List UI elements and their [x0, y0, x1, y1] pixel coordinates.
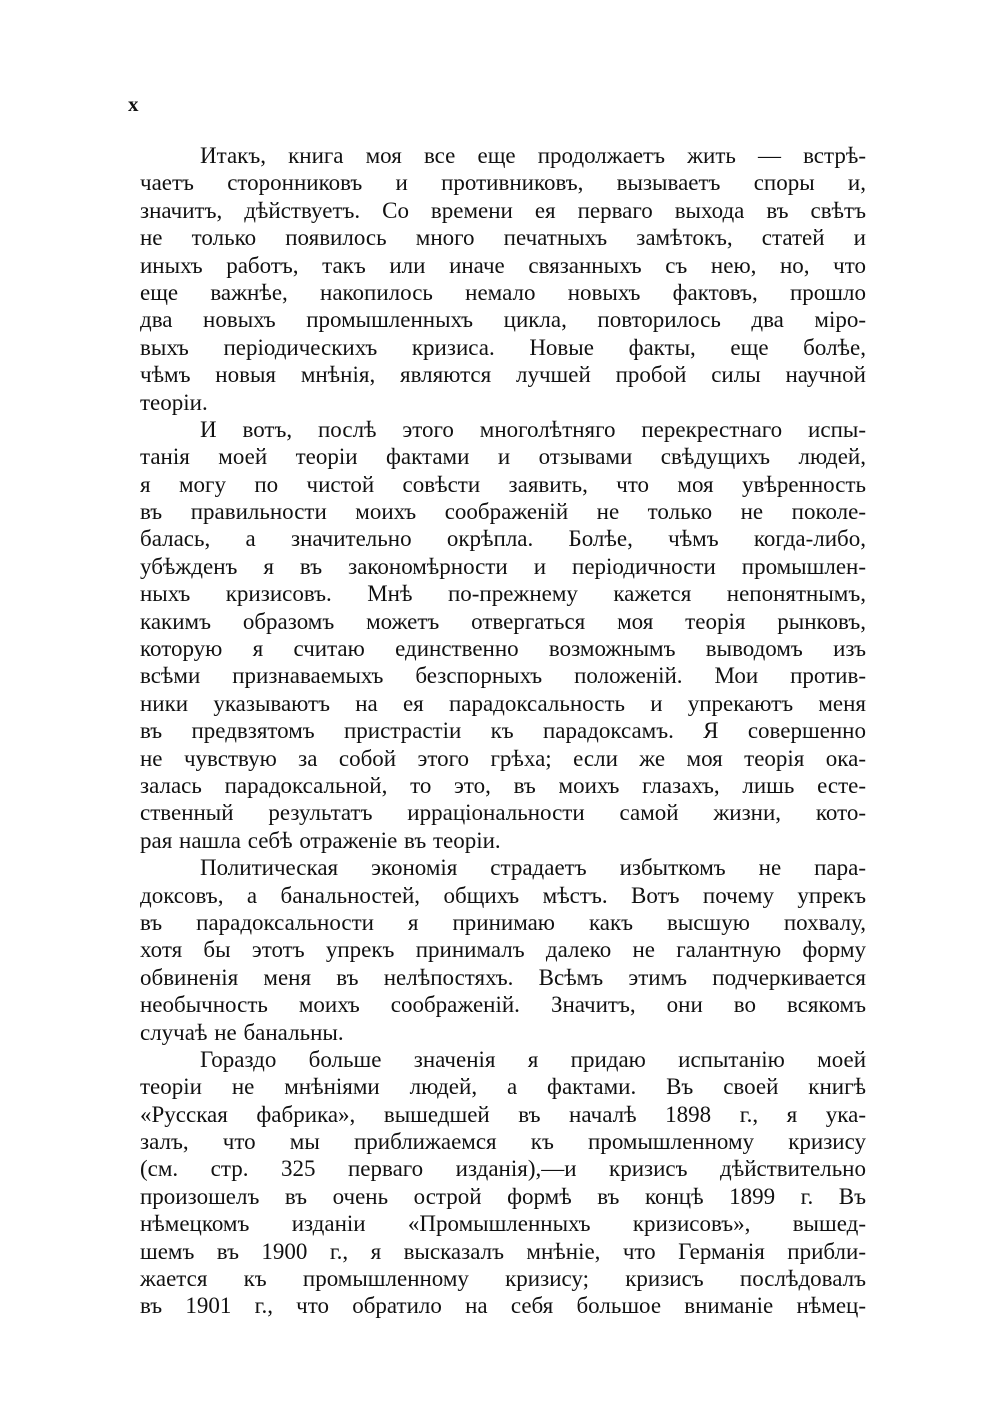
text-line: значитъ, дѣйствуетъ. Со времени ея перваго выхода въ свѣтъ [140, 197, 866, 223]
text-line: танія моей теоріи фактами и отзывами свѣдущихъ людей, [140, 444, 866, 470]
text-line: въ предвзятомъ пристрастіи къ парадоксамъ. Я совершенно [140, 718, 866, 744]
text-line: жается къ промышленному кризису; кризисъ послѣдовалъ [140, 1266, 866, 1292]
text-line: два новыхъ промышленныхъ цикла, повторилось два міро- [140, 307, 866, 333]
text-line: выхъ періодическихъ кризиса. Новые факты, еще болѣе, [140, 334, 866, 360]
text-line: залъ, что мы приближаемся къ промышленному кризису [140, 1129, 866, 1155]
text-line: чѣмъ новыя мнѣнія, являются лучшей пробой силы научной [140, 362, 866, 388]
text-line: въ правильности моихъ соображеній не только не поколе- [140, 499, 866, 525]
text-line: хотя бы этотъ упрекъ принималъ далеко не галантную форму [140, 937, 866, 963]
text-line: (см. стр. 325 перваго изданія),—и кризисъ дѣйствительно [140, 1156, 866, 1182]
text-line: теоріи. [140, 389, 208, 415]
text-line: Гораздо больше значенія я придаю испытанію моей [200, 1046, 866, 1072]
page-number: x [128, 92, 140, 116]
text-line: убѣжденъ я въ закономѣрности и періодичности промышлен- [140, 553, 866, 579]
text-line: ственный результатъ иррацiональности самой жизни, кото- [140, 800, 866, 826]
text-line: въ парадоксальности я принимаю какъ высшую похвалу, [140, 909, 866, 935]
text-line: иныхъ работъ, такъ или иначе связанныхъ съ нею, но, что [140, 252, 866, 278]
text-line: «Русская фабрика», вышедшей въ началѣ 1898 г., я ука- [140, 1101, 866, 1127]
text-line: не чувствую за собой этого грѣха; если же моя теорія ока- [140, 745, 866, 771]
text-line: еще важнѣе, накопилось немало новыхъ фактовъ, прошло [140, 279, 866, 305]
text-line: Итакъ, книга моя все еще продолжаетъ жить — встрѣ- [200, 143, 866, 168]
text-line: теоріи не мнѣніями людей, а фактами. Въ своей книгѣ [140, 1074, 866, 1100]
text-line: произошелъ въ очень острой формѣ въ концѣ 1899 г. Въ [140, 1183, 866, 1209]
text-line: ники указываютъ на ея парадоксальность и упрекаютъ меня [140, 690, 866, 716]
text-line: я могу по чистой совѣсти заявить, что моя увѣренность [140, 471, 866, 497]
text-line: Политическая экономія страдаетъ избыткомъ не пара- [200, 855, 866, 881]
text-line: балась, а значительно окрѣпла. Болѣе, чѣмъ когда-либо, [140, 526, 866, 552]
text-line: случаѣ не банальны. [140, 1019, 344, 1045]
text-line: всѣми признаваемыхъ безспорныхъ положеній. Мои против- [140, 663, 866, 689]
text-line: которую я считаю единственно возможнымъ выводомъ изъ [140, 636, 866, 662]
text-line: И вотъ, послѣ этого многолѣтняго перекрестнаго испы- [200, 416, 866, 442]
text-line: въ 1901 г., что обратило на себя большое вниманіе нѣмец- [140, 1293, 866, 1319]
text-line: чаетъ сторонниковъ и противниковъ, вызываетъ споры и, [140, 170, 866, 196]
text-line: ныхъ кризисовъ. Мнѣ по-прежнему кажется непонятнымъ, [140, 581, 866, 607]
text-line: не только появилось много печатныхъ замѣтокъ, статей и [140, 225, 866, 251]
text-line: рая нашла себѣ отраженіе въ теоріи. [140, 827, 501, 853]
text-line: доксовъ, а банальностей, общихъ мѣстъ. Вотъ почему упрекъ [140, 882, 866, 908]
body-text [140, 142, 866, 1320]
text-line: обвиненія меня въ нелѣпостяхъ. Всѣмъ этимъ подчеркивается [140, 964, 866, 990]
text-line: шемъ въ 1900 г., я высказалъ мнѣніе, что Германія прибли- [140, 1238, 866, 1264]
text-line: нѣмецкомъ изданіи «Промышленныхъ кризисовъ», вышед- [140, 1211, 866, 1237]
text-line: залась парадоксальной, то это, въ моихъ глазахъ, лишь есте- [140, 772, 866, 798]
text-line: необычность моихъ соображеній. Значитъ, они во всякомъ [140, 992, 866, 1018]
text-line: какимъ образомъ можетъ отвергаться моя теорія рынковъ, [140, 608, 866, 634]
